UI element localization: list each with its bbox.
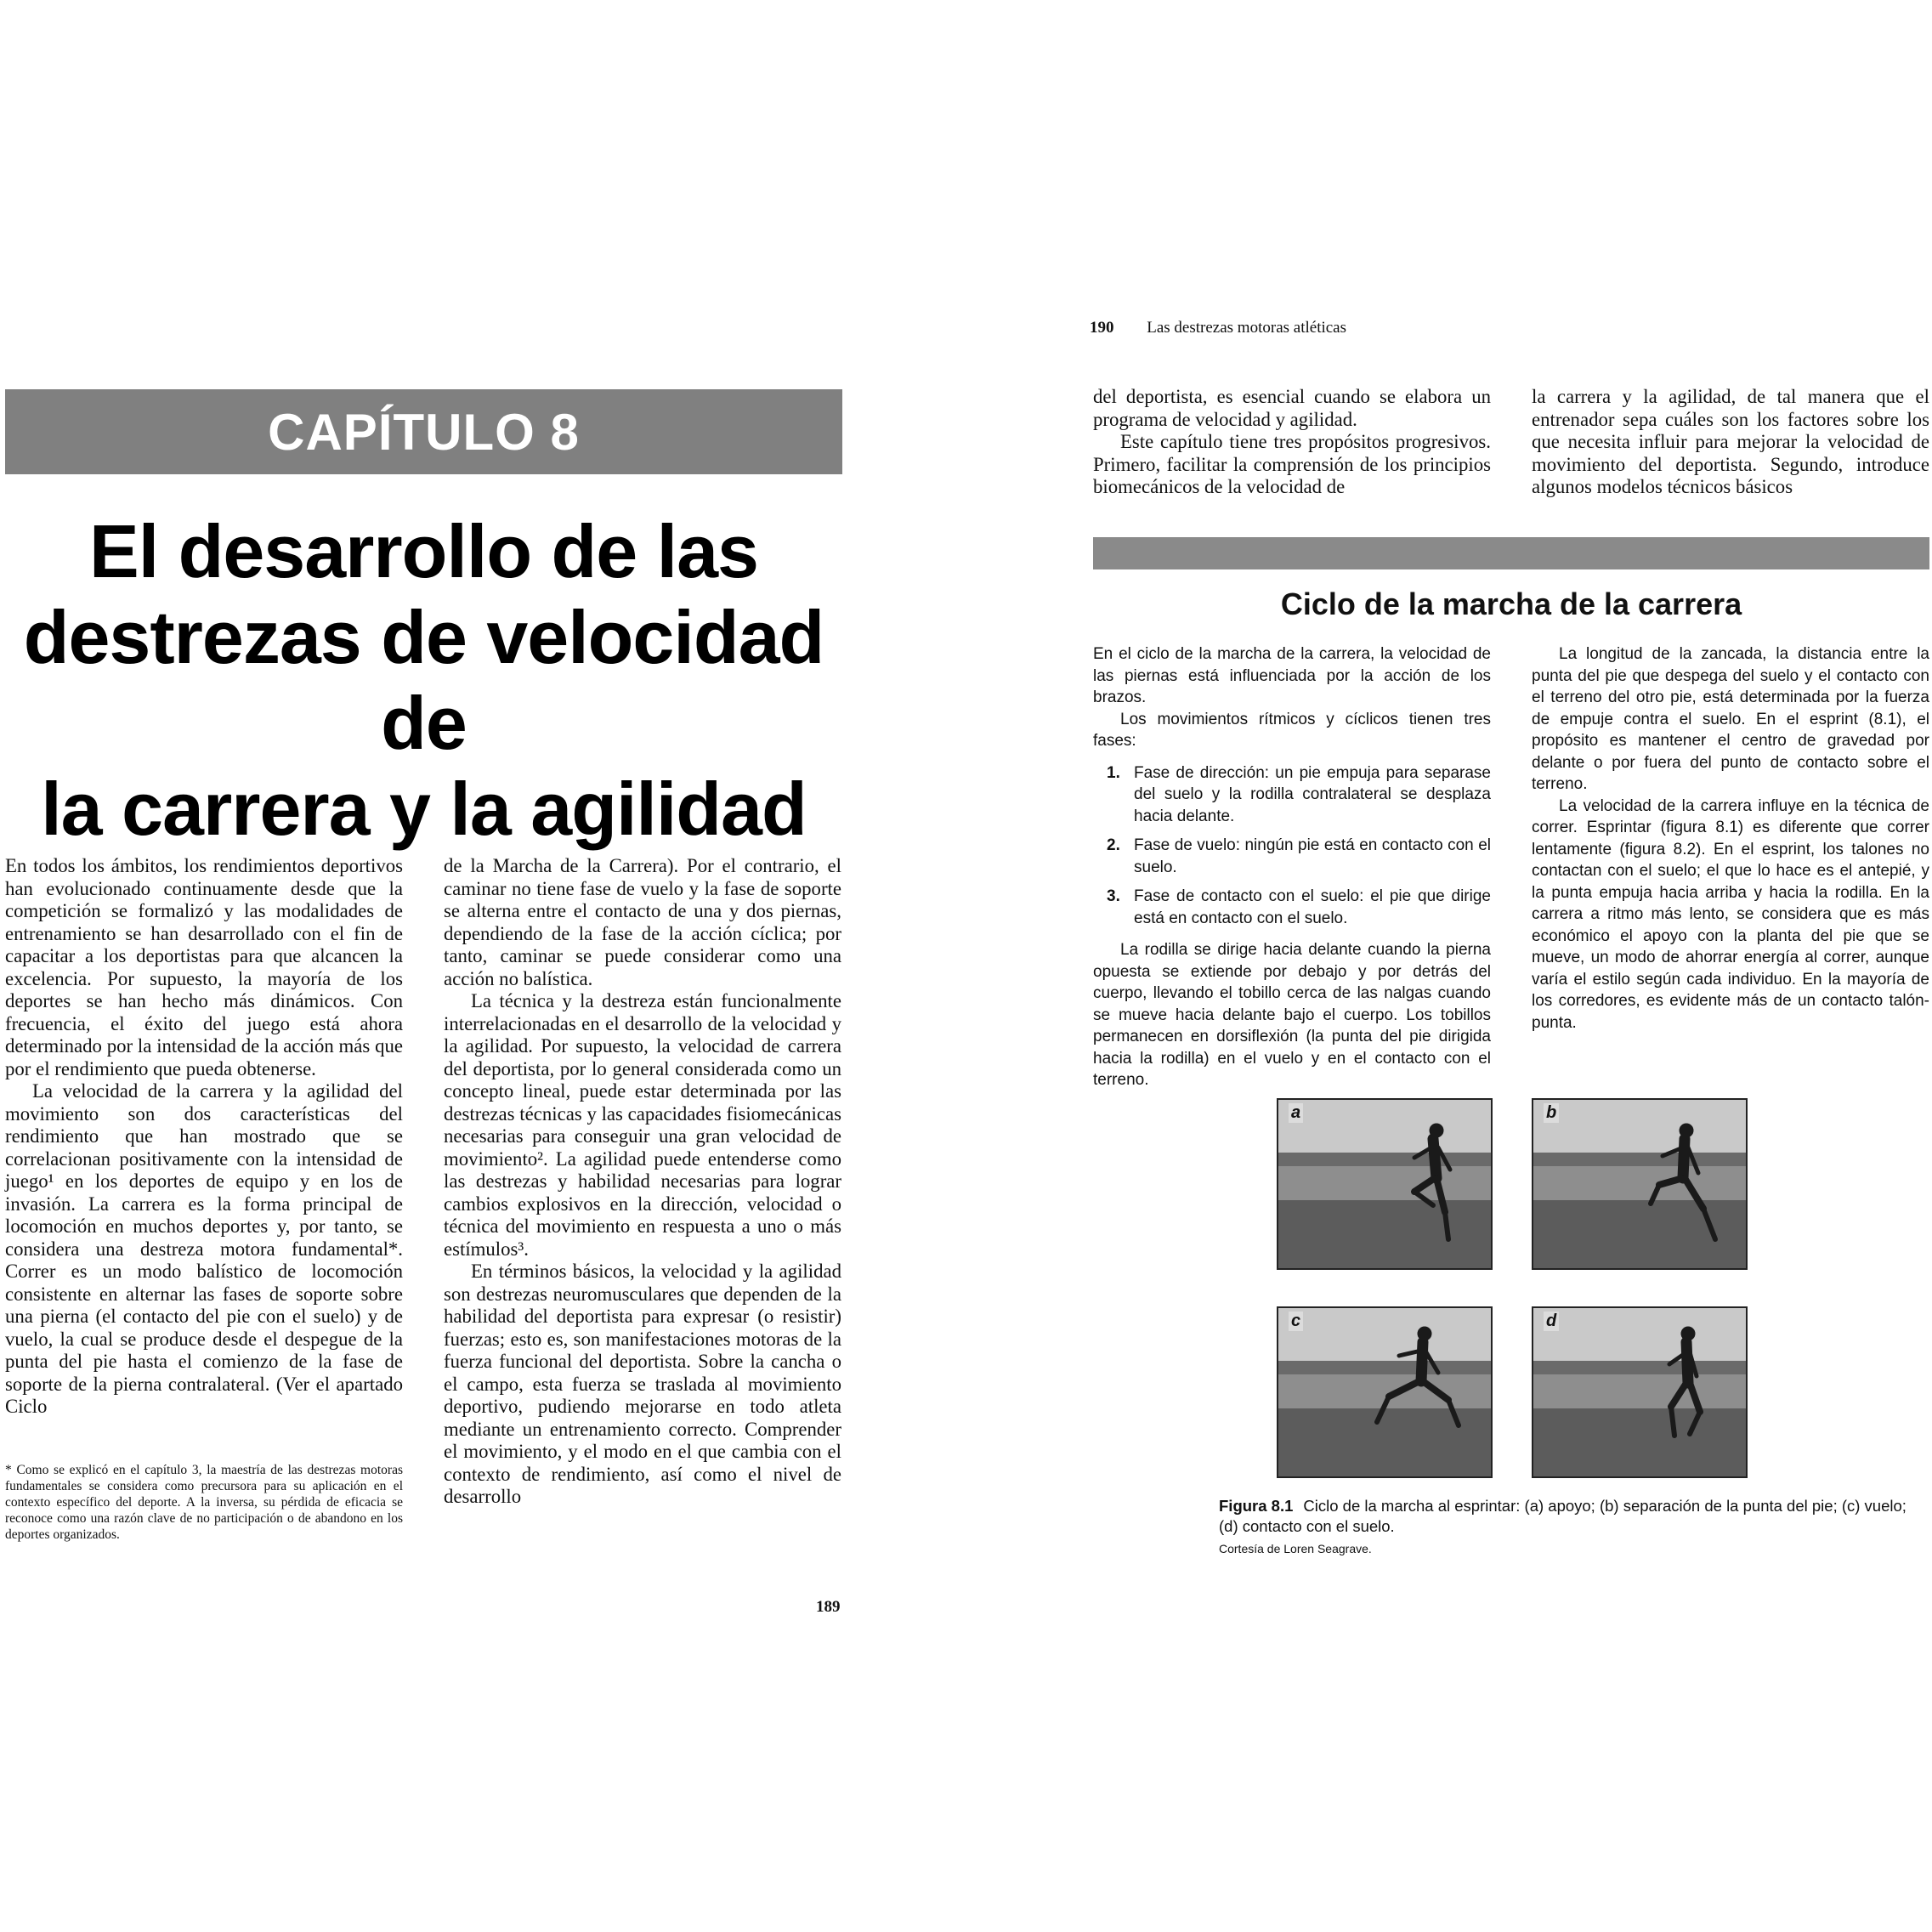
paragraph: La longitud de la zancada, la distancia entre la punta del pie que despega del suelo y el contacto con el terreno del otro pie, está determinada por la fuerza de empuje contra el suelo. En el esprint (8.1), el propósito es mantener el centro de gravedad por delante o por fuera del punto de contacto sobre el terreno. xyxy=(1532,645,1929,793)
photo-sprinter-c xyxy=(1277,1306,1493,1478)
footnote: * Como se explicó en el capítulo 3, la maestría de las destrezas motoras fundamentales se considera como precursora para su aplicación en el contexto específico del deporte. A la inversa, su pérdida de eficacia se reconoce como una razón clave de no participación o de abandono en los deportes organizados. xyxy=(5,1463,403,1542)
photo-label: c xyxy=(1289,1312,1303,1331)
photo-label: d xyxy=(1544,1312,1559,1331)
right-page-top-column-1 xyxy=(1093,386,1491,499)
chapter-title-line: destrezas de velocidad de xyxy=(23,595,824,765)
paragraph: En el ciclo de la marcha de la carrera, la velocidad de las piernas está influenciada por la acción de los brazos. xyxy=(1093,645,1491,706)
paragraph: Este capítulo tiene tres propósitos progresivos. Primero, facilitar la comprensión de los principios biomecánicos de la velocidad de xyxy=(1093,431,1491,497)
paragraph: del deportista, es esencial cuando se elabora un programa de velocidad y agilidad. xyxy=(1093,386,1491,430)
running-head-title: Las destrezas motoras atléticas xyxy=(1147,319,1347,337)
paragraph: La velocidad de la carrera y la agilidad del movimiento son dos características del rendimiento que han mostrado que se correlacionan positivamente con la intensidad de juego¹ en los deportes de equipo y en los de invasión. La carrera es la forma principal de locomoción en muchos deportes y, por tanto, se considera una destreza motora fundamental*. Correr es un modo balístico de locomoción consistente en alternar las fases de soporte sobre una pierna (el contacto del pie con el suelo) y de vuelo, la cual se produce desde el despegue de la punta del pie hasta el comienzo de la fase de soporte de la pierna contralateral. (Ver el apartado Ciclo xyxy=(5,1080,403,1417)
figure-caption-text: Ciclo de la marcha al esprintar: (a) apoyo; (b) separación de la punta del pie; (c) vuelo; (d) contacto con el suelo. xyxy=(1219,1497,1907,1535)
chapter-title xyxy=(5,508,842,852)
paragraph: En términos básicos, la velocidad y la agilidad son destrezas neuromusculares que dependen de la habilidad del deportista para expresar (o resistir) fuerzas; esto es, son manifestaciones motoras de la fuerza funcional del deportista. Sobre la cancha o el campo, esta fuerza se traslada al movimiento deportivo, pudiendo mejorarse en todo atleta mediante un entrenamiento correcto. Comprender el movimiento, y el modo en el que cambia con el contexto de rendimiento, así como el nivel de desarrollo xyxy=(444,1261,841,1507)
list-number: 3. xyxy=(1107,887,1120,905)
figure-label: Figura 8.1 xyxy=(1219,1497,1294,1515)
chapter-title-line: la carrera y la agilidad xyxy=(41,767,807,851)
list-text: Fase de vuelo: ningún pie está en contacto con el suelo. xyxy=(1134,836,1491,876)
running-head xyxy=(1090,319,1346,337)
figure-credit: Cortesía de Loren Seagrave. xyxy=(1219,1542,1372,1555)
list-text: Fase de contacto con el suelo: el pie que dirige está en contacto con el suelo. xyxy=(1134,887,1491,927)
photo-sprinter-a xyxy=(1277,1098,1493,1270)
section-column-1 xyxy=(1093,643,1491,1091)
list-text: Fase de dirección: un pie empuja para separase del suelo y la rodilla contralateral se desplaza hacia delante. xyxy=(1134,763,1491,825)
phase-list xyxy=(1093,762,1491,930)
paragraph: Los movimientos rítmicos y cíclicos tienen tres fases: xyxy=(1093,710,1491,750)
photo-label: b xyxy=(1544,1103,1559,1123)
photo-sprinter-d xyxy=(1532,1306,1748,1478)
list-item xyxy=(1093,886,1491,929)
photo-label: a xyxy=(1289,1103,1303,1123)
section-title: Ciclo de la marcha de la carrera xyxy=(1280,586,1742,621)
paragraph: la carrera y la agilidad, de tal manera que el entrenador sepa cuáles son los factores sobre los que necesita influir para mejorar la velocidad de movimiento del deportista. Segundo, introduce algunos modelos técnicos básicos xyxy=(1532,386,1929,497)
paragraph: La rodilla se dirige hacia delante cuando la pierna opuesta se extiende por debajo y por detrás del cuerpo, llevando el tobillo cerca de las nalgas cuando se mueve hacia delante bajo el cuerpo. Los tobillos permanecen en dorsiflexión (la punta del pie dirigida hacia la rodilla) en el vuelo y en el contacto con el terreno. xyxy=(1093,941,1491,1089)
chapter-title-line: El desarrollo de las xyxy=(89,509,758,593)
list-item xyxy=(1093,762,1491,828)
paragraph: de la Marcha de la Carrera). Por el contrario, el caminar no tiene fase de vuelo y la fase de soporte se alterna entre el contacto de una y dos piernas, dependiendo de la fase de la acción cíclica; por tanto, caminar se puede considerar como una acción no balística. xyxy=(444,855,841,989)
chapter-label: CAPÍTULO 8 xyxy=(268,403,580,461)
paragraph: La velocidad de la carrera influye en la técnica de correr. Esprintar (figura 8.1) es diferente que correr lentamente (figura 8.2). En el esprint, los talones no contactan con el suelo; el que lo hace es el antepié, y la punta empuja hacia arriba y hacia la rodilla. En la carrera a ritmo más lento, se considera que es más económico el apoyo con la planta del pie que se mueve, un modo de ahorrar energía al correr, aunque varía el estilo según cada individuo. En la mayoría de los corredores, es evidente más de un contacto talón-punta. xyxy=(1532,796,1929,1032)
list-number: 2. xyxy=(1107,836,1120,854)
paragraph: La técnica y la destreza están funcionalmente interrelacionadas en el desarrollo de la velocidad y la agilidad. Por supuesto, la velocidad de carrera del deportista, por lo general considerada como un concepto lineal, puede estar determinada por las destrezas técnicas y las capacidades fisiomecánicas necesarias para conseguir una gran velocidad de movimiento². La agilidad puede entenderse como las destrezas y habilidad necesarias para lograr cambios explosivos en la dirección, velocidad o técnica del movimiento en respuesta a uno o más estímulos³. xyxy=(444,990,841,1260)
left-page-column-1 xyxy=(5,855,403,1419)
paragraph: En todos los ámbitos, los rendimientos deportivos han evolucionado continuamente desde que la competición se formalizó y las modalidades de entrenamiento se han desarrollado con el fin de capacitar a los deportistas para que alcancen la excelencia. Por supuesto, la mayoría de los deportes se han hecho más dinámicos. Con frecuencia, el éxito del juego está ahora determinado por la intensidad de la acción más que por el rendimiento que pueda obtenerse. xyxy=(5,855,403,1079)
right-page-top-column-2 xyxy=(1532,386,1929,499)
photo-sprinter-b xyxy=(1532,1098,1748,1270)
section-column-2 xyxy=(1532,643,1929,1034)
list-item xyxy=(1093,835,1491,878)
page-number-right: 190 xyxy=(1090,319,1114,337)
figure-caption xyxy=(1219,1496,1916,1537)
page-number-left: 189 xyxy=(816,1598,841,1616)
section-bar xyxy=(1093,537,1929,569)
list-number: 1. xyxy=(1107,763,1120,782)
chapter-banner xyxy=(5,389,842,474)
left-page-column-2 xyxy=(444,855,841,1509)
